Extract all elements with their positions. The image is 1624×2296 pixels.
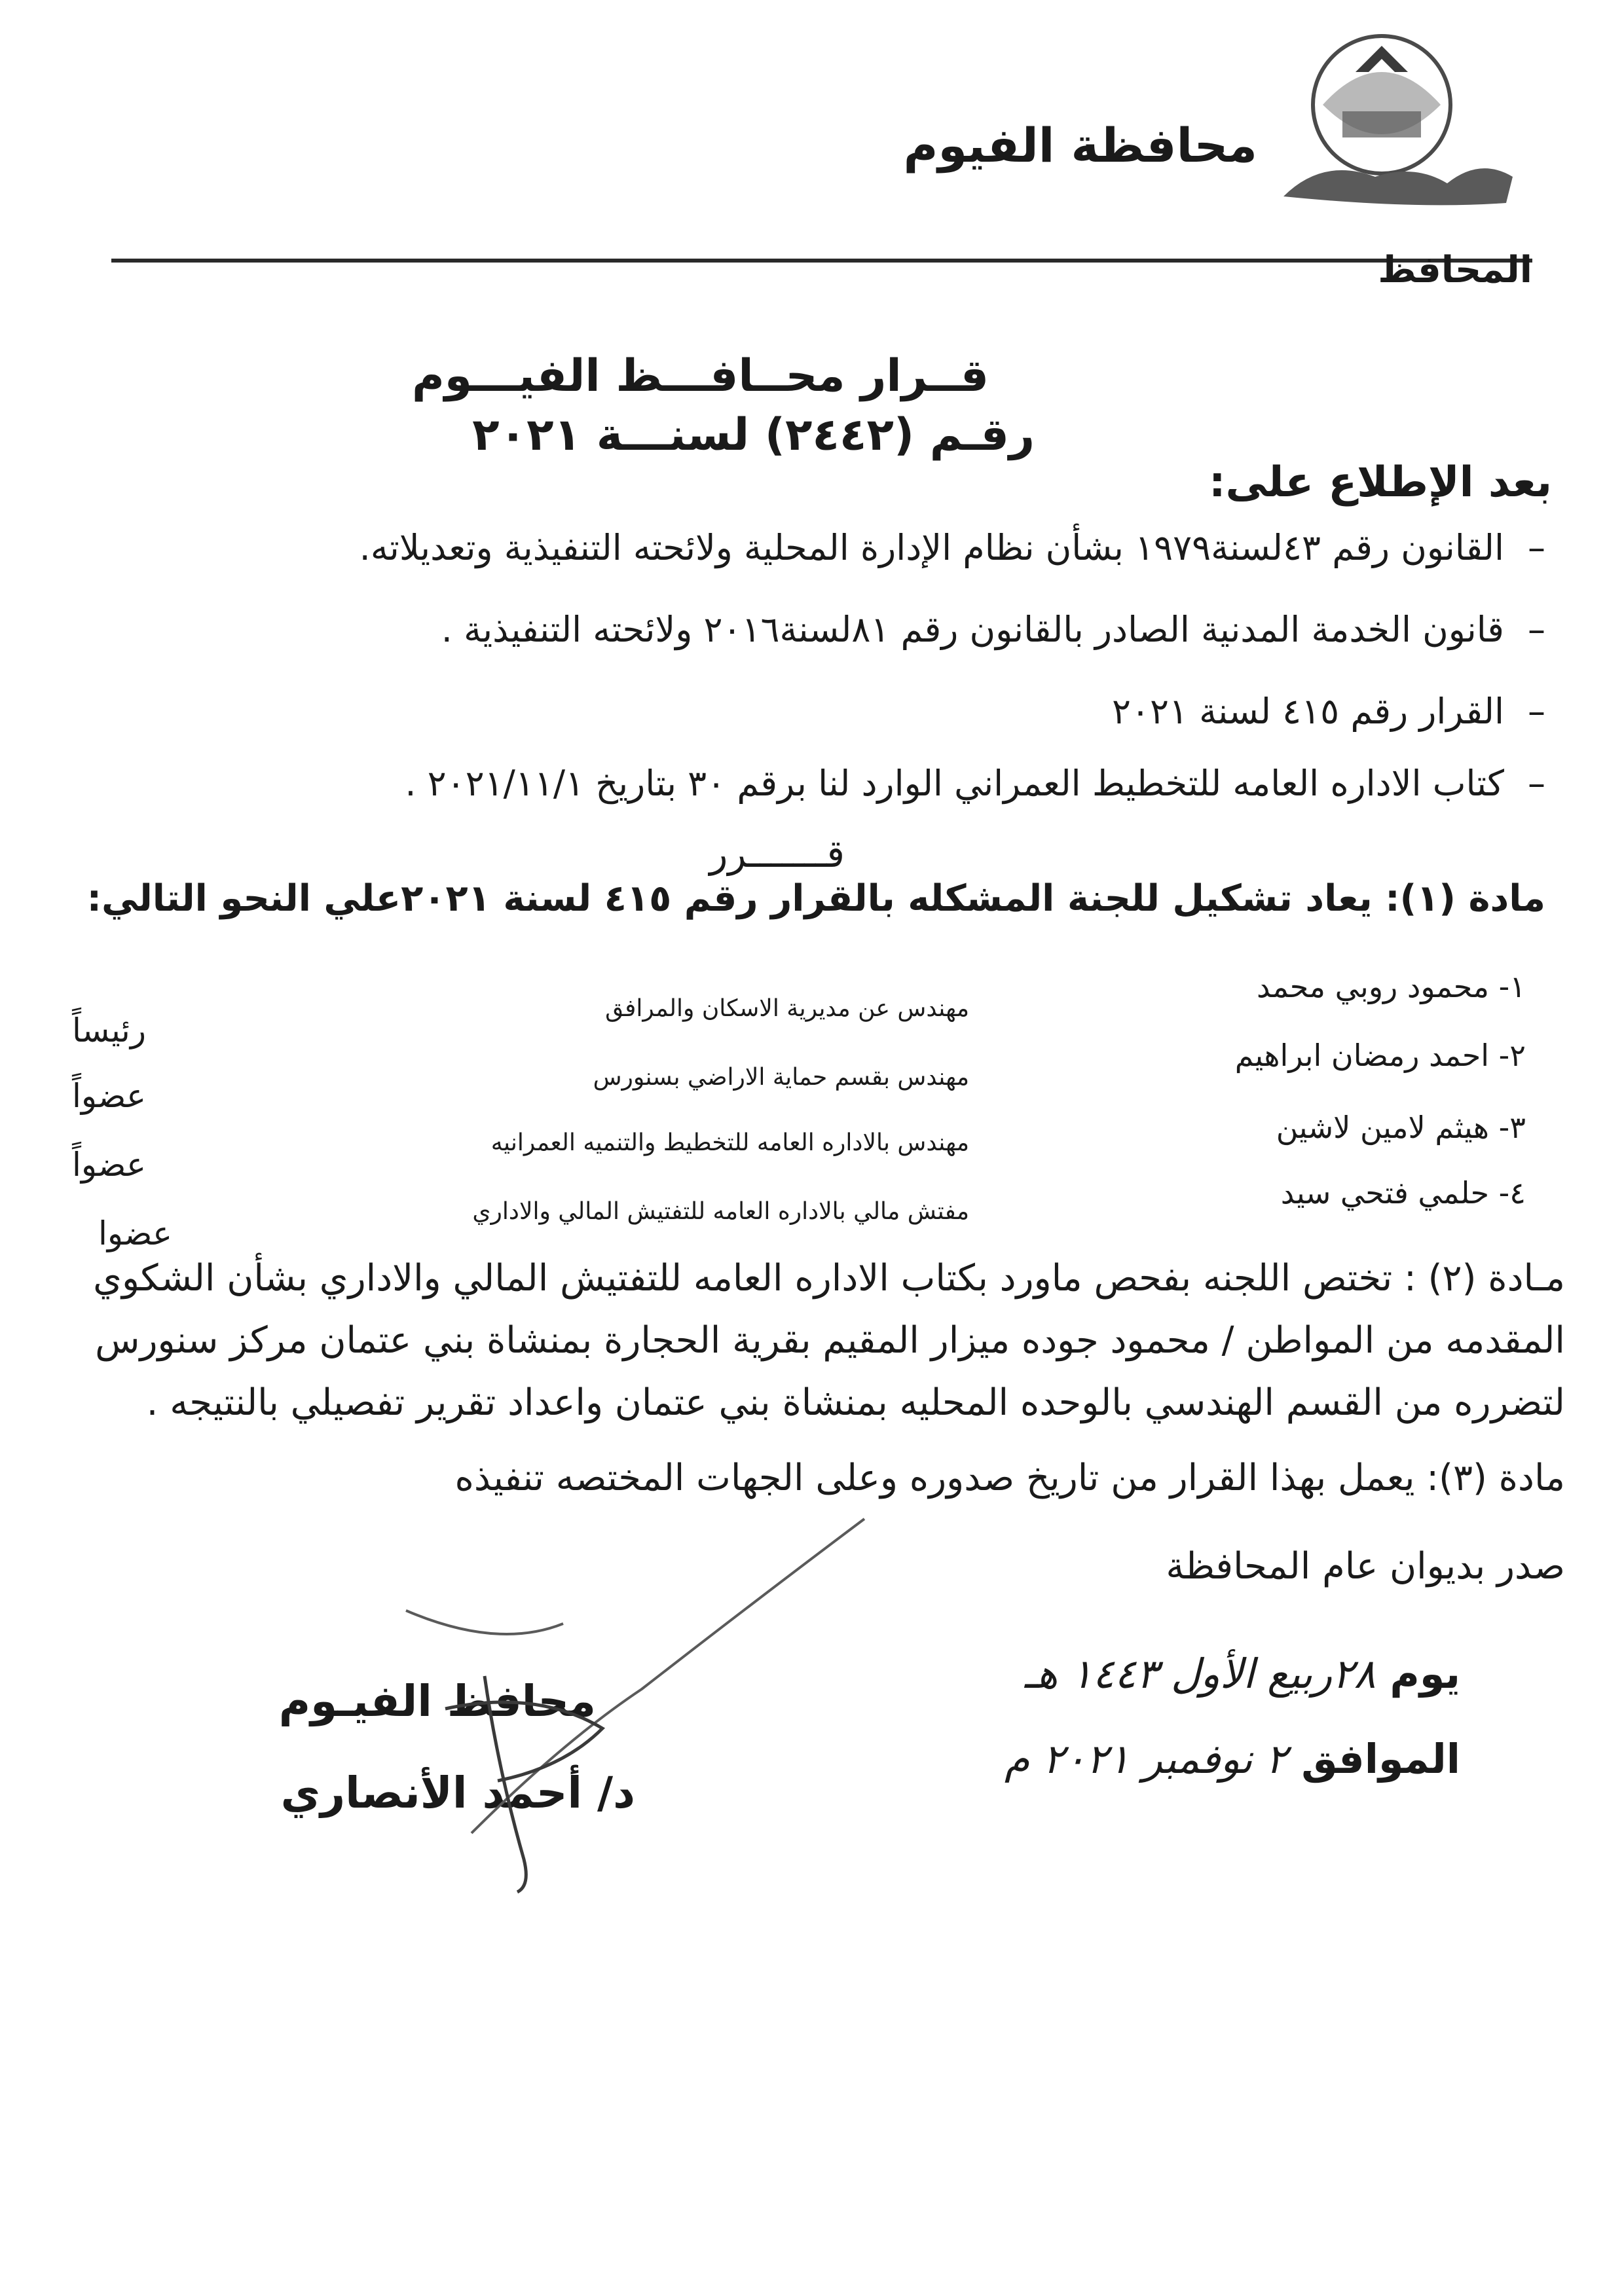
reference-item: –القرار رقم ٤١٥ لسنة ٢٠٢١ [1111, 691, 1545, 732]
handwritten-signature [367, 1493, 891, 1899]
member-role: مهندس عن مديرية الاسكان والمرافق [605, 995, 969, 1022]
after-review-heading: بعد الإطلاع على: [1208, 458, 1552, 507]
decision-title: قــرار محــافـــظ الفيـــوم [411, 350, 989, 402]
member-position: عضواً [72, 1077, 146, 1115]
decided-heading: قـــــــرر [709, 831, 845, 876]
gregorian-date: الموافق ٢ نوفمبر ٢٠٢١ م [1004, 1735, 1460, 1783]
member-position: عضواً [72, 1146, 146, 1184]
member-name: ٢- احمد رمضان ابراهيم [1234, 1038, 1526, 1073]
member-position: رئيساً [72, 1011, 146, 1049]
reference-item: –القانون رقم ٤٣لسنة١٩٧٩ بشأن نظام الإدارة المحلية ولائحته التنفيذية وتعديلاته. [359, 527, 1545, 568]
article-1: مادة (١): يعاد تشكيل للجنة المشكله بالقرار رقم ٤١٥ لسنة ٢٠٢١علي النحو التالي: [86, 877, 1545, 920]
member-name: ٤- حلمي فتحي سيد [1280, 1175, 1526, 1211]
member-role: مهندس بقسم حماية الاراضي بسنورس [593, 1064, 969, 1091]
reference-item: –كتاب الاداره العامه للتخطيط العمراني الوارد لنا برقم ٣٠ بتاريخ ٢٠٢١/١١/١ . [405, 763, 1545, 804]
header-rule [111, 259, 1532, 263]
hijri-date: يوم ٢٨ربيع الأول ١٤٤٣ هـ [1024, 1650, 1460, 1698]
member-role: مهندس بالاداره العامه للتخطيط والتنميه العمرانيه [490, 1129, 969, 1156]
member-role: مفتش مالي بالاداره العامه للتفتيش المالي والاداري [472, 1198, 969, 1225]
member-name: ٣- هيثم لامين لاشين [1276, 1110, 1526, 1145]
governorate-logo [1283, 26, 1519, 210]
article-2-line: المقدمه من المواطن / محمود جوده ميزار المقيم بقرية الحجارة بمنشاة بني عتمان مركز سنورس [95, 1319, 1565, 1362]
signature-title: محافظ الفيـوم [278, 1676, 596, 1726]
signature-name: د/ أحمد الأنصاري [280, 1768, 635, 1818]
decision-number: رقـم (٢٤٤٢) لسنـــة ٢٠٢١ [472, 409, 1035, 461]
reference-item: –قانون الخدمة المدنية الصادر بالقانون رقم ٨١لسنة٢٠١٦ ولائحته التنفيذية . [441, 609, 1545, 650]
issued-at: صدر بديوان عام المحافظة [1166, 1545, 1565, 1588]
article-3: مادة (٣): يعمل بهذا القرار من تاريخ صدوره وعلى الجهات المختصه تنفيذه [454, 1457, 1565, 1499]
article-2-line: مـادة (٢) : تختص اللجنه بفحص ماورد بكتاب الاداره العامه للتفتيش المالي والاداري بشأن الشكوي [93, 1257, 1565, 1300]
member-position: عضوا [98, 1214, 172, 1252]
governor-heading: المحافظ [1378, 249, 1532, 291]
authority-name: محافظة الفيوم [903, 118, 1257, 173]
article-2-line: لتضرره من القسم الهندسي بالوحده المحليه بمنشاة بني عتمان واعداد تقرير تفصيلي بالنتيجه . [146, 1381, 1565, 1424]
member-name: ١- محمود روبي محمد [1256, 969, 1526, 1004]
